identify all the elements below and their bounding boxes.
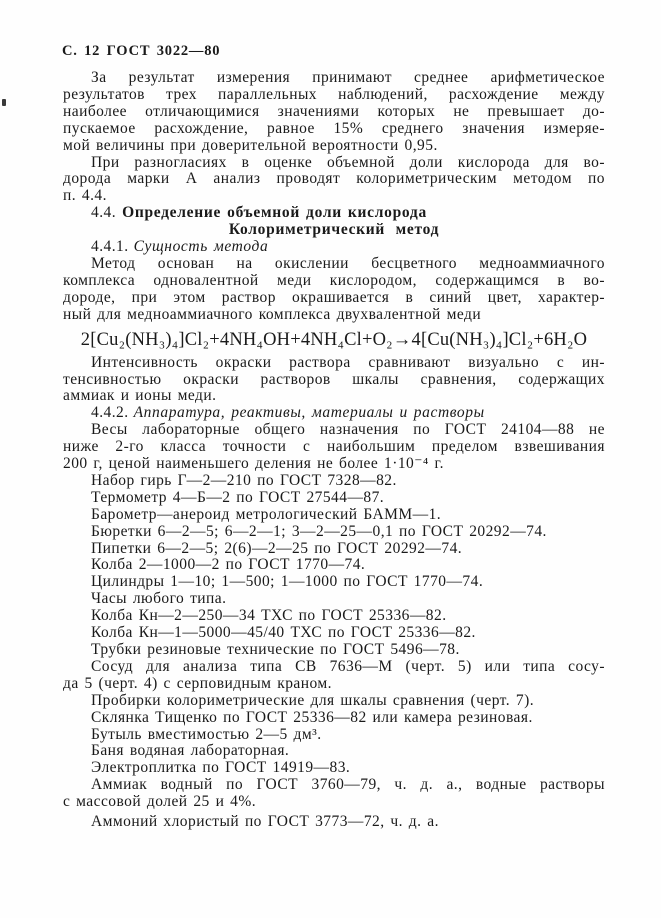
text-line: Аммиак водный по ГОСТ 3760—79, ч. д. а., водные растворы [91, 776, 605, 794]
text-line: Весы лабораторные общего назначения по ГОСТ 24104—88 не [91, 421, 605, 439]
paragraph [63, 256, 605, 324]
text-line: Сосуд для анализа типа СВ 7636—М (черт. 5) или типа сосу- [91, 657, 605, 675]
method-heading: Колориметрический метод [228, 221, 440, 239]
list-item [63, 541, 605, 558]
paragraph [63, 355, 605, 406]
paragraph [63, 70, 605, 155]
text-line: результатов трех параллельных наблюдений, расхождение между [63, 85, 605, 103]
text-line: При разногласиях в оценке объемной доли кислорода для во- [91, 153, 605, 171]
section-number: 4.4. [91, 204, 117, 222]
list-item [63, 693, 605, 710]
list-item [63, 625, 605, 642]
list-item [63, 642, 605, 659]
scan-artifact-speck [2, 99, 6, 106]
section-heading [63, 205, 605, 222]
list-item [63, 473, 605, 490]
list-item [63, 777, 605, 811]
subsection-heading [63, 405, 605, 422]
text-line: Колба Кн—1—5000—45/40 ТХС по ГОСТ 25336—82. [91, 624, 476, 642]
text-line: Трубки резиновые технические по ГОСТ 5496—78. [91, 641, 460, 658]
text-line: Термометр 4—Б—2 по ГОСТ 27544—87. [91, 488, 385, 506]
subsection-heading [63, 239, 605, 256]
subsection-number: 4.4.1. [91, 238, 129, 256]
list-item [63, 507, 605, 524]
list-item [63, 743, 605, 760]
document-body [63, 70, 605, 831]
subsection-title: Аппаратура, реактивы, материалы и растворы [133, 404, 485, 422]
text-line: с массовой долей 25 и 4%. [63, 793, 257, 811]
text-line: Электроплитка по ГОСТ 14919—83. [91, 759, 351, 777]
text-line: Бутыль вместимостью 2—5 дм³. [91, 725, 322, 743]
text-line: Колба Кн—2—250—34 ТХС по ГОСТ 25336—82. [91, 607, 447, 625]
text-line: Колба 2—1000—2 по ГОСТ 1770—74. [91, 556, 366, 574]
text-line: Интенсивность окраски раствора сравнивают визуально с ин- [91, 353, 605, 371]
list-item [63, 659, 605, 693]
text-line: Барометр—анероид метрологический БАММ—1. [91, 505, 442, 523]
text-line: За результат измерения принимают среднее арифметическое [91, 69, 605, 86]
list-item [63, 814, 605, 831]
text-line: Цилиндры 1—10; 1—500; 1—1000 по ГОСТ 1770—74. [91, 573, 484, 591]
text-line: Склянка Тищенко по ГОСТ 25336—82 или камера резиновая. [91, 708, 533, 726]
paragraph [63, 422, 605, 473]
paragraph [63, 155, 605, 206]
text-line: тенсивностью окраски растворов шкалы сравнения, содержащих [63, 370, 605, 388]
page-header: С. 12 ГОСТ 3022—80 [62, 43, 221, 59]
list-item [63, 608, 605, 625]
text-line: Аммоний хлористый по ГОСТ 3773—72, ч. д. а. [91, 813, 439, 831]
text-line: Часы любого типа. [91, 590, 227, 608]
chemical-equation: 2[Cu₂(NH₃)₄]Cl₂+4NH₄OH+4NH₄Cl+O₂→4[Cu(NH₃)₄]Cl₂+6H₂O [80, 329, 588, 350]
subsection-number: 4.4.2. [91, 404, 129, 422]
list-item [63, 574, 605, 591]
text-line: п. 4.4. [63, 187, 107, 205]
text-line: пускаемое расхождение, равное 15% среднего значения измеряе- [63, 119, 605, 137]
text-line: наиболее отличающимися значениями которых не превышает до- [63, 102, 605, 120]
text-line: мой величины при доверительной вероятности 0,95. [63, 136, 438, 154]
text-line: дорода марки А анализ проводят колориметрическим методом по [63, 170, 605, 188]
list-item [63, 710, 605, 727]
list-item [63, 591, 605, 608]
text-line: ный для медноаммиачного комплекса двухвалентной меди [63, 305, 482, 323]
text-line: ниже 2-го класса точности с наибольшим пределом взвешивания [63, 438, 605, 456]
section-title: Определение объемной доли кислорода [122, 204, 427, 222]
text-line: комплекса одновалентной меди кислородом, содержащимся в во- [63, 271, 605, 289]
text-line: Бюретки 6—2—5; 6—2—1; 3—2—25—0,1 по ГОСТ 20292—74. [91, 522, 547, 540]
text-line: Пробирки колориметрические для шкалы сравнения (черт. 7). [91, 691, 535, 709]
list-item [63, 557, 605, 574]
text-line: Метод основан на окислении бесцветного медноаммиачного [91, 254, 605, 272]
text-line: Пипетки 6—2—5; 2(6)—2—25 по ГОСТ 20292—74. [91, 539, 463, 557]
text-line: Набор гирь Г—2—210 по ГОСТ 7328—82. [91, 471, 397, 489]
list-item [63, 760, 605, 777]
list-item [63, 524, 605, 541]
text-line: 200 г, ценой наименьшего деления не более 1·10⁻⁴ г. [63, 455, 444, 473]
list-item [63, 490, 605, 507]
list-item [63, 727, 605, 744]
text-line: дороде, при этом раствор окрашивается в синий цвет, характер- [63, 288, 605, 306]
text-line: аммиак и ионы меди. [63, 387, 217, 405]
text-line: Баня водяная лабораторная. [91, 742, 290, 760]
subsection-title: Сущность метода [133, 238, 269, 256]
text-line: да 5 (черт. 4) с серповидным краном. [63, 674, 332, 692]
